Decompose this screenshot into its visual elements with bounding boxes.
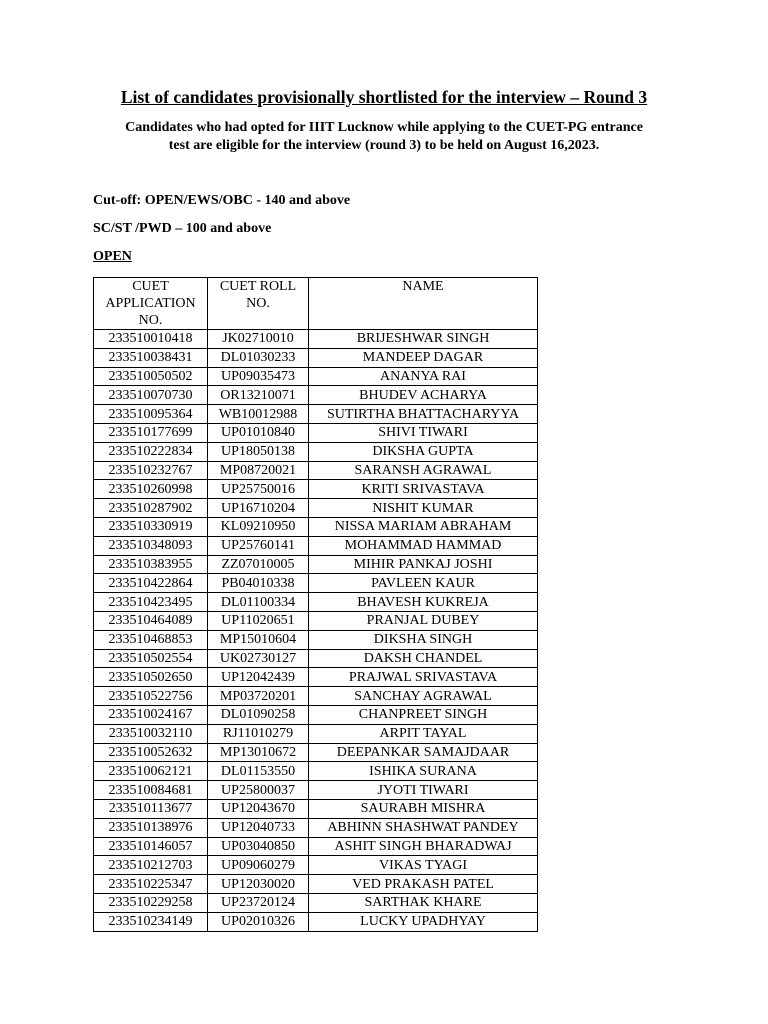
roll-no-cell: UP25750016 (208, 480, 309, 499)
header-application-line: CUET (132, 279, 169, 294)
header-name-line: NAME (402, 279, 444, 294)
header-application-no (94, 278, 208, 330)
roll-no-cell: UP23720124 (208, 893, 309, 912)
roll-no-cell: PB04010338 (208, 574, 309, 593)
table-row (94, 875, 538, 894)
table-row (94, 461, 538, 480)
roll-no-cell: KL09210950 (208, 517, 309, 536)
application-no-cell: 233510287902 (94, 499, 208, 518)
application-no-cell: 233510177699 (94, 423, 208, 442)
table-row (94, 912, 538, 931)
application-no-cell: 233510502650 (94, 668, 208, 687)
roll-no-cell: MP13010672 (208, 743, 309, 762)
roll-no-cell: UP12030020 (208, 875, 309, 894)
application-no-cell: 233510138976 (94, 818, 208, 837)
roll-no-cell: UP01010840 (208, 423, 309, 442)
roll-no-cell: DL01090258 (208, 705, 309, 724)
table-row (94, 762, 538, 781)
table-row (94, 724, 538, 743)
table-row (94, 480, 538, 499)
table-row (94, 593, 538, 612)
cutoff-reserved: SC/ST /PWD – 100 and above (93, 221, 272, 236)
roll-no-cell: DL01100334 (208, 593, 309, 612)
application-no-cell: 233510095364 (94, 405, 208, 424)
name-cell: SHIVI TIWARI (309, 423, 538, 442)
application-no-cell: 233510222834 (94, 442, 208, 461)
table-row (94, 649, 538, 668)
table-row (94, 517, 538, 536)
application-no-cell: 233510062121 (94, 762, 208, 781)
application-no-cell: 233510052632 (94, 743, 208, 762)
name-cell: MIHIR PANKAJ JOSHI (309, 555, 538, 574)
roll-no-cell: UP18050138 (208, 442, 309, 461)
name-cell: DEEPANKAR SAMAJDAAR (309, 743, 538, 762)
header-name (309, 278, 538, 330)
name-cell: PRANJAL DUBEY (309, 611, 538, 630)
name-cell: SANCHAY AGRAWAL (309, 687, 538, 706)
name-cell: JYOTI TIWARI (309, 781, 538, 800)
category-heading: OPEN (93, 249, 132, 264)
name-cell: KRITI SRIVASTAVA (309, 480, 538, 499)
roll-no-cell: UP03040850 (208, 837, 309, 856)
header-roll-line: CUET ROLL (219, 279, 297, 294)
name-cell: NISHIT KUMAR (309, 499, 538, 518)
application-no-cell: 233510464089 (94, 611, 208, 630)
application-no-cell: 233510050502 (94, 367, 208, 386)
table-row (94, 555, 538, 574)
table-row (94, 499, 538, 518)
application-no-cell: 233510212703 (94, 856, 208, 875)
table-row (94, 405, 538, 424)
table-row (94, 574, 538, 593)
table-row (94, 856, 538, 875)
application-no-cell: 233510032110 (94, 724, 208, 743)
application-no-cell: 233510502554 (94, 649, 208, 668)
application-no-cell: 233510225347 (94, 875, 208, 894)
application-no-cell: 233510070730 (94, 386, 208, 405)
candidate-rows (94, 330, 538, 932)
roll-no-cell: UP25800037 (208, 781, 309, 800)
table-row (94, 330, 538, 349)
application-no-cell: 233510229258 (94, 893, 208, 912)
roll-no-cell: ZZ07010005 (208, 555, 309, 574)
table-row (94, 799, 538, 818)
roll-no-cell: UP12043670 (208, 799, 309, 818)
application-no-cell: 233510330919 (94, 517, 208, 536)
roll-no-cell: UP11020651 (208, 611, 309, 630)
roll-no-cell: UP09035473 (208, 367, 309, 386)
application-no-cell: 233510113677 (94, 799, 208, 818)
roll-no-cell: UK02730127 (208, 649, 309, 668)
roll-no-cell: MP03720201 (208, 687, 309, 706)
application-no-cell: 233510234149 (94, 912, 208, 931)
page-title: List of candidates provisionally shortlisted for the interview – Round 3 (120, 87, 648, 107)
name-cell: NISSA MARIAM ABRAHAM (309, 517, 538, 536)
roll-no-cell: OR13210071 (208, 386, 309, 405)
application-no-cell: 233510423495 (94, 593, 208, 612)
name-cell: LUCKY UPADHYAY (309, 912, 538, 931)
application-no-cell: 233510146057 (94, 837, 208, 856)
name-cell: SUTIRTHA BHATTACHARYYA (309, 405, 538, 424)
roll-no-cell: UP16710204 (208, 499, 309, 518)
cutoff-general: Cut-off: OPEN/EWS/OBC - 140 and above (93, 193, 351, 208)
name-cell: BHUDEV ACHARYA (309, 386, 538, 405)
name-cell: DIKSHA GUPTA (309, 442, 538, 461)
name-cell: ASHIT SINGH BHARADWAJ (309, 837, 538, 856)
application-no-cell: 233510348093 (94, 536, 208, 555)
header-application-line: NO. (138, 313, 163, 328)
table-row (94, 668, 538, 687)
roll-no-cell: DL01030233 (208, 348, 309, 367)
roll-no-cell: UP25760141 (208, 536, 309, 555)
roll-no-cell: WB10012988 (208, 405, 309, 424)
name-cell: MOHAMMAD HAMMAD (309, 536, 538, 555)
table-row (94, 837, 538, 856)
roll-no-cell: MP15010604 (208, 630, 309, 649)
application-no-cell: 233510024167 (94, 705, 208, 724)
application-no-cell: 233510232767 (94, 461, 208, 480)
intro-line-2: test are eligible for the interview (round 3) to be held on August 16,2023. (168, 138, 600, 153)
table-header-row (94, 278, 538, 330)
table-row (94, 705, 538, 724)
header-roll-line: NO. (246, 296, 270, 311)
intro-paragraph (0, 119, 768, 155)
table-row (94, 367, 538, 386)
name-cell: ISHIKA SURANA (309, 762, 538, 781)
roll-no-cell: UP02010326 (208, 912, 309, 931)
name-cell: VIKAS TYAGI (309, 856, 538, 875)
table-row (94, 743, 538, 762)
table-row (94, 611, 538, 630)
table-row (94, 818, 538, 837)
candidates-table (93, 277, 538, 932)
table-row (94, 348, 538, 367)
application-no-cell: 233510010418 (94, 330, 208, 349)
name-cell: PAVLEEN KAUR (309, 574, 538, 593)
roll-no-cell: MP08720021 (208, 461, 309, 480)
table-row (94, 423, 538, 442)
roll-no-cell: DL01153550 (208, 762, 309, 781)
application-no-cell: 233510383955 (94, 555, 208, 574)
name-cell: DAKSH CHANDEL (309, 649, 538, 668)
name-cell: SARTHAK KHARE (309, 893, 538, 912)
table-row (94, 893, 538, 912)
application-no-cell: 233510522756 (94, 687, 208, 706)
name-cell: ANANYA RAI (309, 367, 538, 386)
roll-no-cell: UP12040733 (208, 818, 309, 837)
name-cell: SARANSH AGRAWAL (309, 461, 538, 480)
application-no-cell: 233510422864 (94, 574, 208, 593)
application-no-cell: 233510084681 (94, 781, 208, 800)
roll-no-cell: RJ11010279 (208, 724, 309, 743)
header-roll-no (208, 278, 309, 330)
application-no-cell: 233510468853 (94, 630, 208, 649)
table-row (94, 536, 538, 555)
name-cell: BRIJESHWAR SINGH (309, 330, 538, 349)
table-row (94, 386, 538, 405)
name-cell: MANDEEP DAGAR (309, 348, 538, 367)
table-row (94, 442, 538, 461)
intro-line-1: Candidates who had opted for IIIT Lucknow while applying to the CUET-PG entrance (125, 120, 643, 135)
table-row (94, 630, 538, 649)
table-row (94, 781, 538, 800)
application-no-cell: 233510260998 (94, 480, 208, 499)
name-cell: BHAVESH KUKREJA (309, 593, 538, 612)
name-cell: CHANPREET SINGH (309, 705, 538, 724)
name-cell: PRAJWAL SRIVASTAVA (309, 668, 538, 687)
roll-no-cell: UP12042439 (208, 668, 309, 687)
name-cell: DIKSHA SINGH (309, 630, 538, 649)
name-cell: VED PRAKASH PATEL (309, 875, 538, 894)
application-no-cell: 233510038431 (94, 348, 208, 367)
header-application-line: APPLICATION (105, 296, 196, 311)
name-cell: SAURABH MISHRA (309, 799, 538, 818)
name-cell: ARPIT TAYAL (309, 724, 538, 743)
table-row (94, 687, 538, 706)
roll-no-cell: JK02710010 (208, 330, 309, 349)
name-cell: ABHINN SHASHWAT PANDEY (309, 818, 538, 837)
roll-no-cell: UP09060279 (208, 856, 309, 875)
